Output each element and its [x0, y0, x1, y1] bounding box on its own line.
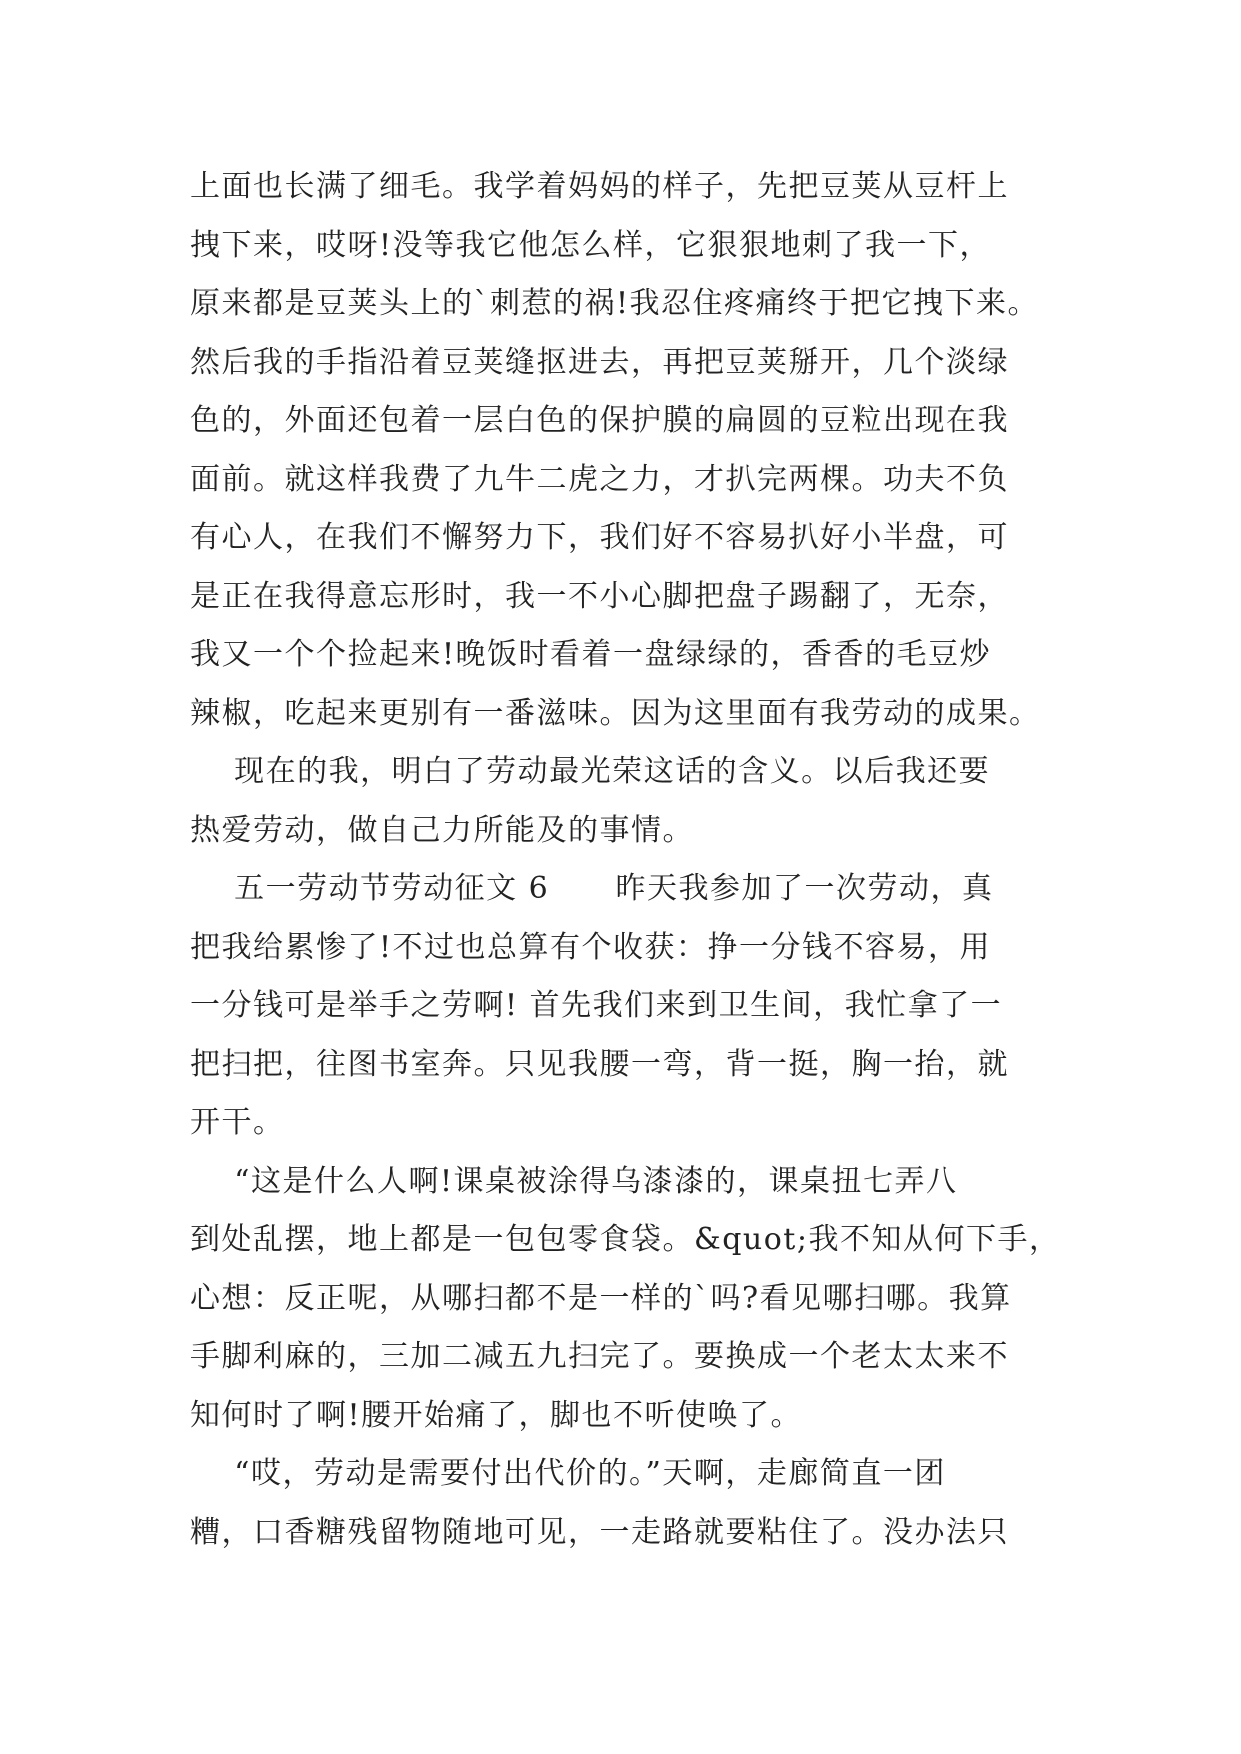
text-line: 手脚利麻的，三加二减五九扫完了。要换成一个老太太来不 — [190, 1339, 1009, 1374]
text-line: 我又一个个捡起来!晚饭时看着一盘绿绿的，香香的毛豆炒 — [190, 637, 992, 672]
text-line: 然后我的手指沿着豆荚缝抠进去，再把豆荚掰开，几个淡绿 — [190, 344, 1009, 380]
text-line: 糟，口香糖残留物随地可见，一走路就要粘住了。没办法只 — [190, 1514, 1009, 1550]
text-line: “这是什么人啊!课桌被涂得乌漆漆的，课桌扭七弄八 — [190, 1163, 958, 1199]
text-line: 有心人，在我们不懈努力下，我们好不容易扒好小半盘，可 — [190, 520, 1009, 555]
text-line: 原来都是豆荚头上的`刺惹的祸!我忍住疼痛终于把它拽下来。 — [190, 286, 1040, 321]
text-line: 五一劳动节劳动征文 6 昨天我参加了一次劳动，真 — [190, 871, 994, 906]
text-line: 到处乱摆，地上都是一包包零食袋。&quot;我不知从何下手， — [190, 1222, 1061, 1257]
text-line: 面前。就这样我费了九牛二虎之力，才扒完两棵。功夫不负 — [190, 461, 1009, 497]
text-line: 辣椒，吃起来更别有一番滋味。因为这里面有我劳动的成果。 — [190, 695, 1041, 731]
text-line: 一分钱可是举手之劳啊! 首先我们来到卫生间，我忙拿了一 — [190, 988, 1003, 1023]
text-line: 开干。 — [190, 1105, 285, 1140]
text-line: 色的，外面还包着一层白色的保护膜的扁圆的豆粒出现在我 — [190, 403, 1009, 438]
text-line: 是正在我得意忘形时，我一不小心脚把盘子踢翻了，无奈， — [190, 578, 1009, 614]
text-line: 心想：反正呢，从哪扫都不是一样的`吗?看见哪扫哪。我算 — [190, 1280, 1012, 1316]
text-line: 现在的我，明白了劳动最光荣这话的含义。以后我还要 — [190, 754, 991, 789]
text-line: 拽下来，哎呀!没等我它他怎么样，它狠狠地刺了我一下， — [190, 227, 992, 263]
text-line: “哎，劳动是需要付出代价的。”天啊，走廊简直一团 — [190, 1456, 946, 1491]
text-line: 把我给累惨了!不过也总算有个收获：挣一分钱不容易，用 — [190, 929, 992, 965]
document-body — [190, 158, 1070, 1562]
text-line: 上面也长满了细毛。我学着妈妈的样子，先把豆荚从豆杆上 — [190, 169, 1009, 204]
text-line: 知何时了啊!腰开始痛了，脚也不听使唤了。 — [190, 1397, 803, 1433]
text-line: 热爱劳动，做自己力所能及的事情。 — [190, 812, 694, 848]
text-line: 把扫把，往图书室奔。只见我腰一弯，背一挺，胸一抬，就 — [190, 1046, 1009, 1082]
